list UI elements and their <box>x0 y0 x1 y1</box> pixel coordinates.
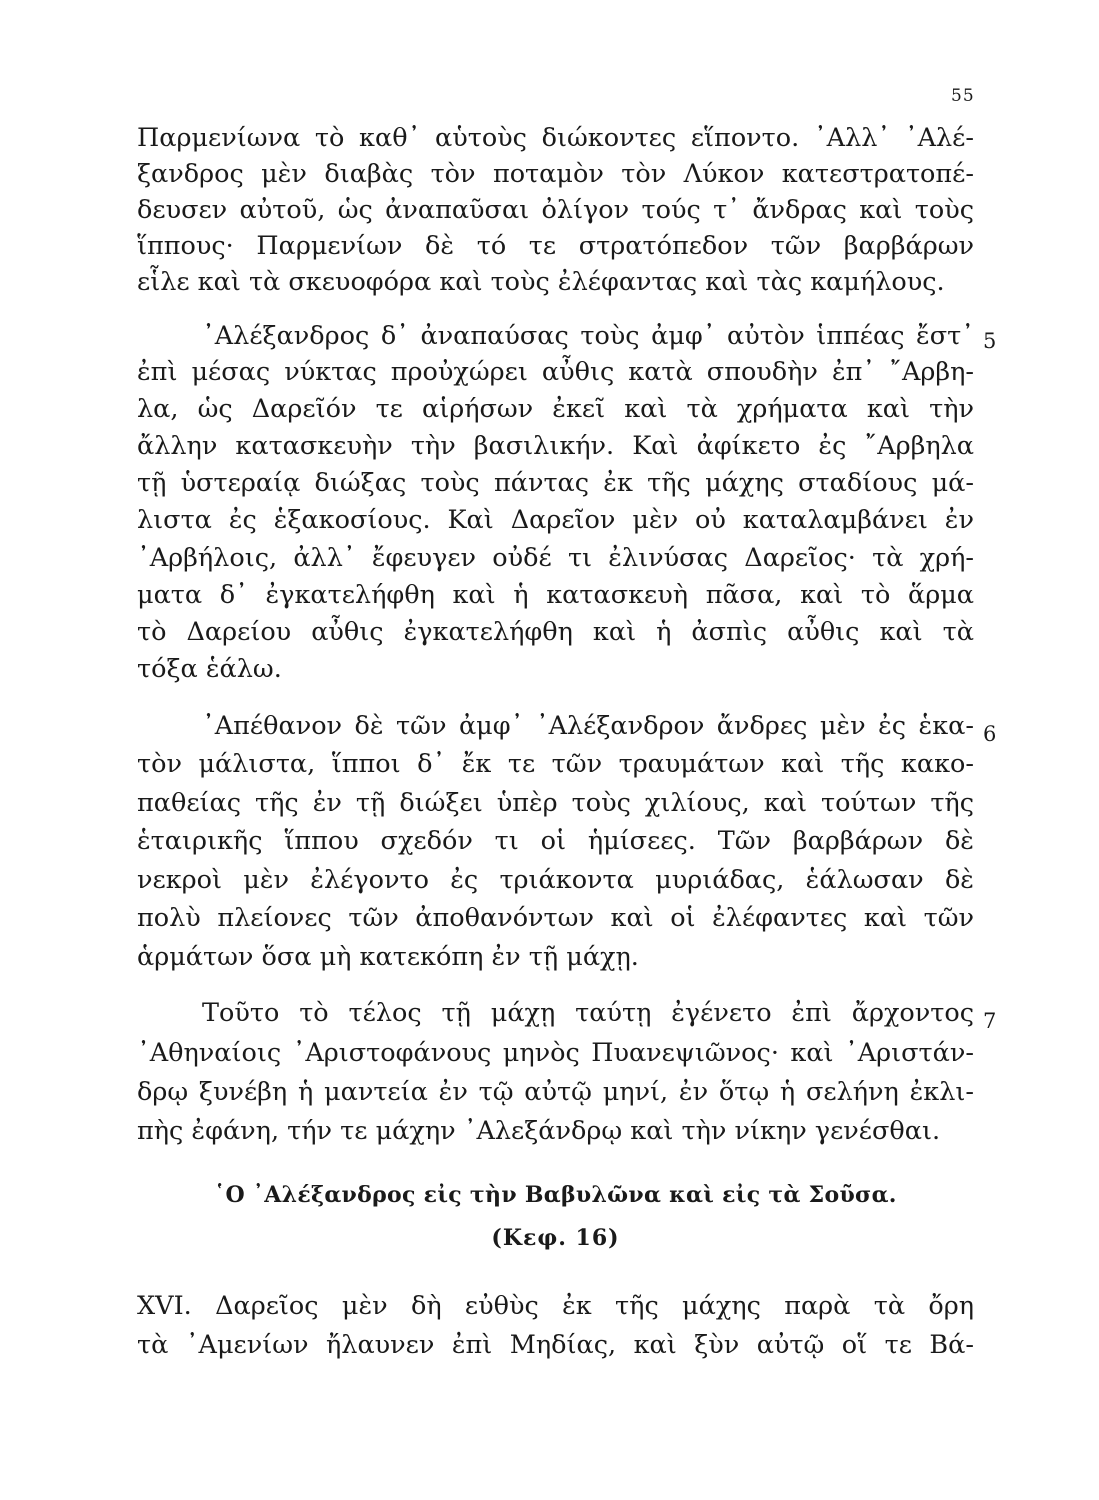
text-line: ἄλλην κατασκευὴν τὴν βασιλικήν. Καὶ ἀφίκετο ἐς ῎Αρβηλα <box>137 431 974 461</box>
margin-section-number: 5 <box>983 329 997 353</box>
text-line: δρῳ ξυνέβη ἡ μαντεία ἐν τῷ αὐτῷ μηνί, ἐν ὅτῳ ἡ σελήνη ἐκλι- <box>137 1077 974 1107</box>
text-line: ᾽Αλέξανδρος δ᾽ ἀναπαύσας τοὺς ἀμφ᾽ αὐτὸν ἱππέας ἔστ᾽ <box>202 321 974 351</box>
section-heading: ῾Ο ᾽Αλέξανδρος εἰς τὴν Βαβυλῶνα καὶ εἰς τὰ Σοῦσα. <box>214 1182 897 1208</box>
text-line: τόξα ἑάλω. <box>137 654 282 684</box>
text-line: ᾽Αθηναίοις ᾽Αριστοφάνους μηνὸς Πυανεψιῶνος· καὶ ᾽Αριστάν- <box>137 1038 974 1068</box>
text-line: εἷλε καὶ τὰ σκευοφόρα καὶ τοὺς ἐλέφαντας καὶ τὰς καμήλους. <box>137 267 945 297</box>
text-line: τῇ ὑστεραίᾳ διώξας τοὺς πάντας ἐκ τῆς μάχης σταδίους μά- <box>137 468 974 498</box>
text-line: ἁρμάτων ὅσα μὴ κατεκόπη ἐν τῇ μάχῃ. <box>137 942 639 972</box>
text-line: λα, ὡς Δαρεῖόν τε αἱρήσων ἐκεῖ καὶ τὰ χρήματα καὶ τὴν <box>137 394 974 424</box>
chapter-reference: (Κεφ. 16) <box>491 1225 620 1251</box>
text-line: ἑταιρικῆς ἵππου σχεδόν τι οἱ ἡμίσεες. Τῶν βαρβάρων δὲ <box>137 826 974 856</box>
text-line: Παρμενίωνα τὸ καθ᾽ αὑτοὺς διώκοντες εἵποντο. ᾽Αλλ᾽ ᾽Αλέ- <box>137 123 974 153</box>
text-line: ματα δ᾽ ἐγκατελήφθη καὶ ἡ κατασκευὴ πᾶσα, καὶ τὸ ἅρμα <box>137 580 974 610</box>
text-line: ᾽Αρβήλοις, ἀλλ᾽ ἔφευγεν οὐδέ τι ἐλινύσας Δαρεῖος· τὰ χρή- <box>137 543 974 573</box>
margin-section-number: 7 <box>983 1009 997 1033</box>
text-line: δευσεν αὐτοῦ, ὡς ἀναπαῦσαι ὀλίγον τούς τ᾽ ἄνδρας καὶ τοὺς <box>137 195 974 225</box>
text-line: παθείας τῆς ἐν τῇ διώξει ὑπὲρ τοὺς χιλίους, καὶ τούτων τῆς <box>137 788 974 818</box>
text-line: τὸ Δαρείου αὖθις ἐγκατελήφθη καὶ ἡ ἀσπὶς αὖθις καὶ τὰ <box>137 617 974 647</box>
text-line: νεκροὶ μὲν ἐλέγοντο ἐς τριάκοντα μυριάδας, ἑάλωσαν δὲ <box>137 865 974 895</box>
page-number: 55 <box>951 86 975 106</box>
text-line: πολὺ πλείονες τῶν ἀποθανόντων καὶ οἱ ἐλέφαντες καὶ τῶν <box>137 903 974 933</box>
text-line: τὸν μάλιστα, ἵπποι δ᾽ ἔκ τε τῶν τραυμάτων καὶ τῆς κακο- <box>137 749 974 779</box>
text-line: ξανδρος μὲν διαβὰς τὸν ποταμὸν τὸν Λύκον κατεστρατοπέ- <box>137 159 974 189</box>
text-line: ἵππους· Παρμενίων δὲ τό τε στρατόπεδον τῶν βαρβάρων <box>137 231 974 261</box>
text-line: πὴς ἐφάνη, τήν τε μάχην ᾽Αλεξάνδρῳ καὶ τὴν νίκην γενέσθαι. <box>137 1116 941 1146</box>
margin-section-number: 6 <box>983 722 997 746</box>
text-line: λιστα ἐς ἑξακοσίους. Καὶ Δαρεῖον μὲν οὐ καταλαμβάνει ἐν <box>137 505 974 535</box>
text-line: Τοῦτο τὸ τέλος τῇ μάχῃ ταύτῃ ἐγένετο ἐπὶ ἄρχοντος <box>202 998 974 1028</box>
text-line: ᾽Απέθανον δὲ τῶν ἀμφ᾽ ᾽Αλέξανδρον ἄνδρες μὲν ἐς ἑκα- <box>202 711 974 741</box>
text-line: τὰ ᾽Αμενίων ἤλαυνεν ἐπὶ Μηδίας, καὶ ξὺν αὐτῷ οἵ τε Βά- <box>137 1330 974 1360</box>
text-line: XVI. Δαρεῖος μὲν δὴ εὐθὺς ἐκ τῆς μάχης παρὰ τὰ ὄρη <box>137 1291 974 1321</box>
text-line: ἐπὶ μέσας νύκτας προὐχώρει αὖθις κατὰ σπουδὴν ἐπ᾽ ῎Αρβη- <box>137 357 974 387</box>
